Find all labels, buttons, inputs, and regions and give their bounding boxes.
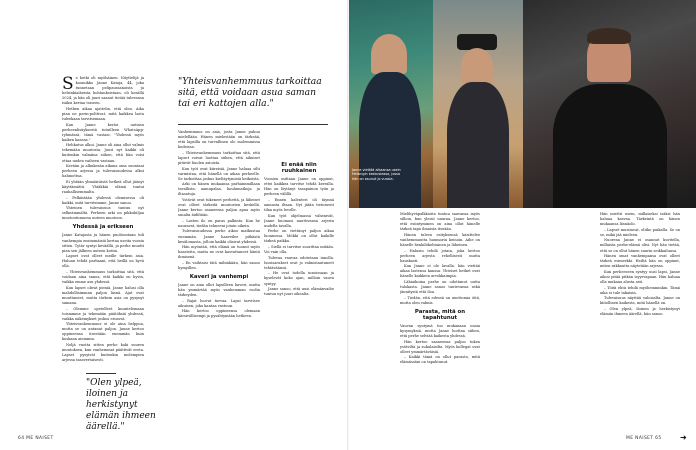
body-shape <box>359 72 421 208</box>
article-intro: Se hetki oli myöhäinen. Näyttelijä ja koomikko Janne Kataja, 44, joka tunnetaan pelipaussanoista ja helsinkiaiheista kohtauksistaan, oli kesällä 2024, ja hän oli juuri saanut tietää tulevansa isäksi kertaa toiseen. <box>62 76 144 106</box>
article-paragraph: Vuosien mittaan Janne on oppinut, ettei kaikkea tarvitse tehdä kerralla. Hän on löytänyt tasapainon työn ja perheen välillä. <box>264 177 334 197</box>
article-paragraph: – Ennen kalenteri oli täynnä aamusta iltaan. Nyt jätän tietoisesti tilaa myös levolle. <box>264 197 334 212</box>
right-column-1 <box>400 212 480 430</box>
article-paragraph: Kun Janne ei ole lavalla, hän viettää aikaa lastensa kanssa. Yhteiset hetket ovat hänelle kaikkein arvokkaimpia. <box>400 264 480 279</box>
article-paragraph: Tulevaisuudessa perhe aikoo matkustaa enemmän. Janne haaveilee pitkästä kesälomasta, jolloin kaikki olisivat yhdessä. <box>178 229 260 244</box>
article-paragraph: Janne on aina ollut lapsilleen kaveri, mutta hän ymmärtää myös vanhemman roolin tärkeyden. <box>178 283 260 298</box>
left-column-1 <box>62 76 144 428</box>
article-paragraph: – Olemme opetelleet kuuntelemaan toisiamme ja tekemään päätöksiä yhdessä, vaikka näkemykset joskus eroavat. <box>62 306 144 321</box>
arrow-right-icon: ➜ <box>680 433 687 442</box>
article-paragraph: Perhe on viettänyt paljon aikaa luonnossa. Mökki on ollut kaikille tärkeä paikka. <box>264 229 334 244</box>
article-paragraph: Ystävät ovat tukeneet perhettä, ja läheiset ovat olleet tärkeitä muutosten keskellä. Janne kertoo saaneensa paljon apua myös omalta äidiltään. <box>178 197 260 218</box>
article-paragraph: – Tiedän, että edessä on unettomia öitä, mutta olen valmis. <box>400 295 480 305</box>
article-paragraph: Hän kertoo saaneensa paljon tukea ystäviltä ja sukulaisilta. Myös kollegat ovat olleet ymmärtäväisiä. <box>400 339 480 354</box>
quote-rule <box>178 124 328 125</box>
article-paragraph: Yhteinen tulevaisuus tuntuu nyt selkeämmältä. Perheen arki on pikkuhiljaa muotoutumassa uuteen muotoon. <box>62 206 144 221</box>
article-paragraph: Mielihyväpalkkioita tuntuu saavansa myös silloin, kun yleisö nauraa. Janne kertoo, että esiintyminen on aina ollut hänelle tärkeä tapa ilmaista itseään. <box>400 212 480 232</box>
article-paragraph: Kun Janne kertoi uutisen perheenlisäyksestä tutuilleen WhatsApp-ryhmässä, tämä vastasi: "Yhdessä myös kaiken kanssa." <box>62 122 144 142</box>
photo-janne-portrait <box>523 0 696 208</box>
quote-rule <box>86 373 116 374</box>
article-paragraph: – Lasten ilo on paras palkinto. Kun he nauravat, tiedän tehneeni jotain oikein. <box>178 218 260 228</box>
face-shape <box>371 34 407 74</box>
article-paragraph: Vauvan syntymä tuo mukanaan uusia kysymyksiä, mutta Janne luottaa siihen, että perhe selviää kaikesta yhdessä. <box>400 323 480 338</box>
page-number-left: 64 ME NAISET <box>18 436 54 441</box>
article-paragraph: Hän miettii usein, millaiseksi isäksi hän haluaa kasvaa. Tärkeintä on hänen mukaansa läsnäolo. <box>600 212 680 227</box>
article-paragraph: Janne Katajasta ja hänen puolisostaan tuli vanhempia ensimmäistä kertaa useita vuosia sitten. Tytär syntyi keväällä, ja perhe muutti pian sen jälkeen uuteen kotiin. <box>62 233 144 253</box>
article-paragraph: Neljä vuotta sitten perhe koki suuren muutoksen, kun vanhemmat päättivät erota. Lapset pysyivät kuitenkin molempien arjessa tasavertaisesti. <box>62 343 144 363</box>
article-paragraph: Tulevaa vauvaa odotetaan innolla. Isosisarukset ovat jo valmistautuneet tehtäväänsä. <box>264 255 334 270</box>
article-paragraph: Hän myöntää, että elämä on tuonut myös haasteita, mutta ne ovat kasvattaneet häntä ihmisenä. <box>178 245 260 260</box>
article-paragraph: Janne sanoo, että uusi elämänvaihe tuntuu nyt juuri oikealta. <box>264 287 334 297</box>
photo-caption: Janne viettää aikaansa usein Helsingin keskustassa, jossa hän on asunut jo vuosia. <box>352 168 401 181</box>
article-paragraph: – Yhteisvanhemmuus tarkoittaa sitä, että lapset voivat luottaa siihen, että aikuiset pitävät huolen asioista. <box>178 150 260 165</box>
article-paragraph: Hänen omat vanhempansa ovat olleet tärkeä esimerkki. Heiltä hän on oppinut, miten rakkautta näytetään arjessa. <box>600 254 680 269</box>
article-paragraph: – En vaihtaisi tätä mihinkään, hän sanoo hymyillen. <box>178 260 260 270</box>
article-paragraph: Vanhemmuus on asia, josta Janne puhuu mielellään. Hänen mielestään on tärkeää, että lapsilla on turvallinen olo molemmissa kodeissa. <box>178 130 260 150</box>
page-number-right: ME NAISET 65 <box>626 436 662 441</box>
article-paragraph: Hetken aikaa ajattelin, että olen. Aika pian ne perin-polttivat, mitä kaikkea lasta tuleekaan tarvitsemaan. <box>62 106 144 121</box>
article-paragraph: Kevään ja alkukesän aikana oma suuntani perheen arjessa ja tulevaisuudessa alkoi hahmottua. <box>62 164 144 179</box>
article-paragraph: – Olen ylpeä, iloinen ja herkistynyt elämän ihmeen äärellä, hän sanoo. <box>600 307 680 317</box>
article-paragraph: Tulevaisuus näyttää valoisalta. Janne on kiitollinen kaikesta, mitä hänellä on. <box>600 296 680 306</box>
article-paragraph: Kun työt ohjelmassa vähenivät, Janne huomasi nauttivansa arjesta uudella tavalla. <box>264 213 334 228</box>
section-heading: Parasta, mitä on tapahtunut <box>414 308 466 321</box>
left-column-4 <box>264 130 334 430</box>
article-paragraph: Hehkutus alkoi. Janne oli aina ollut valmis tekemään muutosta. Juuri nyt kaikki oli kuitenkin valmiina siihen, että hän voisi ottaa uuden vaiheen vastaan. <box>62 143 144 163</box>
article-paragraph: Kun perheeseen syntyy uusi lapsi, Janne aikoo pitää pitkän isyysvapaan. Hän haluaa olla mukana alusta asti. <box>600 269 680 284</box>
left-column-3 <box>178 130 260 430</box>
article-paragraph: – Töitä ehtii tehdä myöhemminkin. Tämä aika ei tule takaisin. <box>600 285 680 295</box>
article-paragraph: Hänen tuleva esityksensä käsittelee vanhemmuutta huumorin keinoin. Aihe on hänelle henkilökohtainen ja läheinen. <box>400 232 480 247</box>
article-paragraph: Yhteisvanhemmuus ei ole aina helppoa, mutta se on antanut paljon. Janne kertoo oppineensa itsestään enemmän kuin koskaan aiemmin. <box>62 322 144 342</box>
article-paragraph: – Siellä ei tarvitse suorittaa mitään. Voi vain olla. <box>264 244 334 255</box>
hair-shape <box>587 28 631 44</box>
article-paragraph: – He ovat todella innoissaan ja kyselevät koko ajan, milloin vauva syntyy. <box>264 271 334 286</box>
body-shape <box>447 82 509 208</box>
section-heading: Kaveri ja vanhempi <box>189 274 249 281</box>
article-paragraph: Lapset ovat olleet meille tärkein asia. Haluan tehdä parhaani, että heillä on hyvä olla. <box>62 254 144 269</box>
drop-cap: S <box>62 76 74 94</box>
photo-janne-hat <box>433 0 523 208</box>
article-paragraph: Arki on hänen mukaansa parhaimmillaan tavallista: aamupalaa, koulumatkoja ja iltasatuja. <box>178 182 260 197</box>
article-paragraph: Nuorena Janne ei osannut kuvitella, millaista perhe-elämä olisi. Nyt hän tietää, että se on ollut hänen suurin seikkailunsa. <box>600 238 680 253</box>
body-shape <box>553 84 667 208</box>
article-paragraph: – Kaikki tämä on ollut parasta, mitä elämässäni on tapahtunut. <box>400 355 480 365</box>
article-paragraph: – Rajat luovat turvaa. Lapsi tarvitsee aikuisen, joka kantaa vastuun. <box>178 298 260 308</box>
article-paragraph: – Yhteisvanhemmuus tarkoittaa sitä, että voidaan aina sanoa, että kaikki on hyvin, vaikka emme asu yhdessä. <box>62 269 144 285</box>
article-paragraph: Ei yhtään ylimääräistä hetkeä ollut jäänyt käyttämättä. Yhtäkkiä elämä tuntui rauhallisemmalta. <box>62 179 144 194</box>
article-paragraph: – Halusin tehdä jotain, joka kertoo perheen arjesta rehellisesti mutta hauskasti. <box>400 248 480 263</box>
article-paragraph: – Pelkästään yhdessä olemisessa oli kaikki, mitä tarvitsimme, Janne sanoo. <box>62 195 144 205</box>
section-heading: Yhdessä ja erikseen <box>72 224 134 231</box>
pull-quote-top: "Yhteisvanhemmuus tarkoittaa sitä, että voidaan asua saman tai eri kattojen alla." <box>178 76 322 110</box>
article-paragraph: Kun lapset olivat pieniä, Janne halusi olla mahdollisimman paljon läsnä. Ajat ovat muuttuneet, mutta tärkein asia on pysynyt samana. <box>62 285 144 305</box>
article-paragraph: Hän kertoo oppineensa olemaan kärsivällisempi ja pysähtymään hetkeen. <box>178 309 260 319</box>
article-paragraph: Lähiaikoina perhe on odottanut uutta tulokasta. Janne sanoo tuntevansa sekä jännitystä että iloa. <box>400 279 480 295</box>
right-column-2 <box>600 212 680 430</box>
article-paragraph: – Lapset muistavat, olitko paikalla. Se on se, mikä jää mieleen. <box>600 227 680 237</box>
article-paragraph: Kun työt ovat kiireisiä, Janne haluaa silti varmistaa, että hänellä on aikaa perheelle. Se tarkoittaa joskus kieltäytymistä keikoista. <box>178 166 260 181</box>
section-heading: Ei enää niin ruuhkainen <box>281 162 317 174</box>
pull-quote-bottom: "Olen ylpeä, iloinen ja herkistynyt elämän ihmeen äärellä." <box>86 378 156 432</box>
face-shape <box>461 48 493 84</box>
